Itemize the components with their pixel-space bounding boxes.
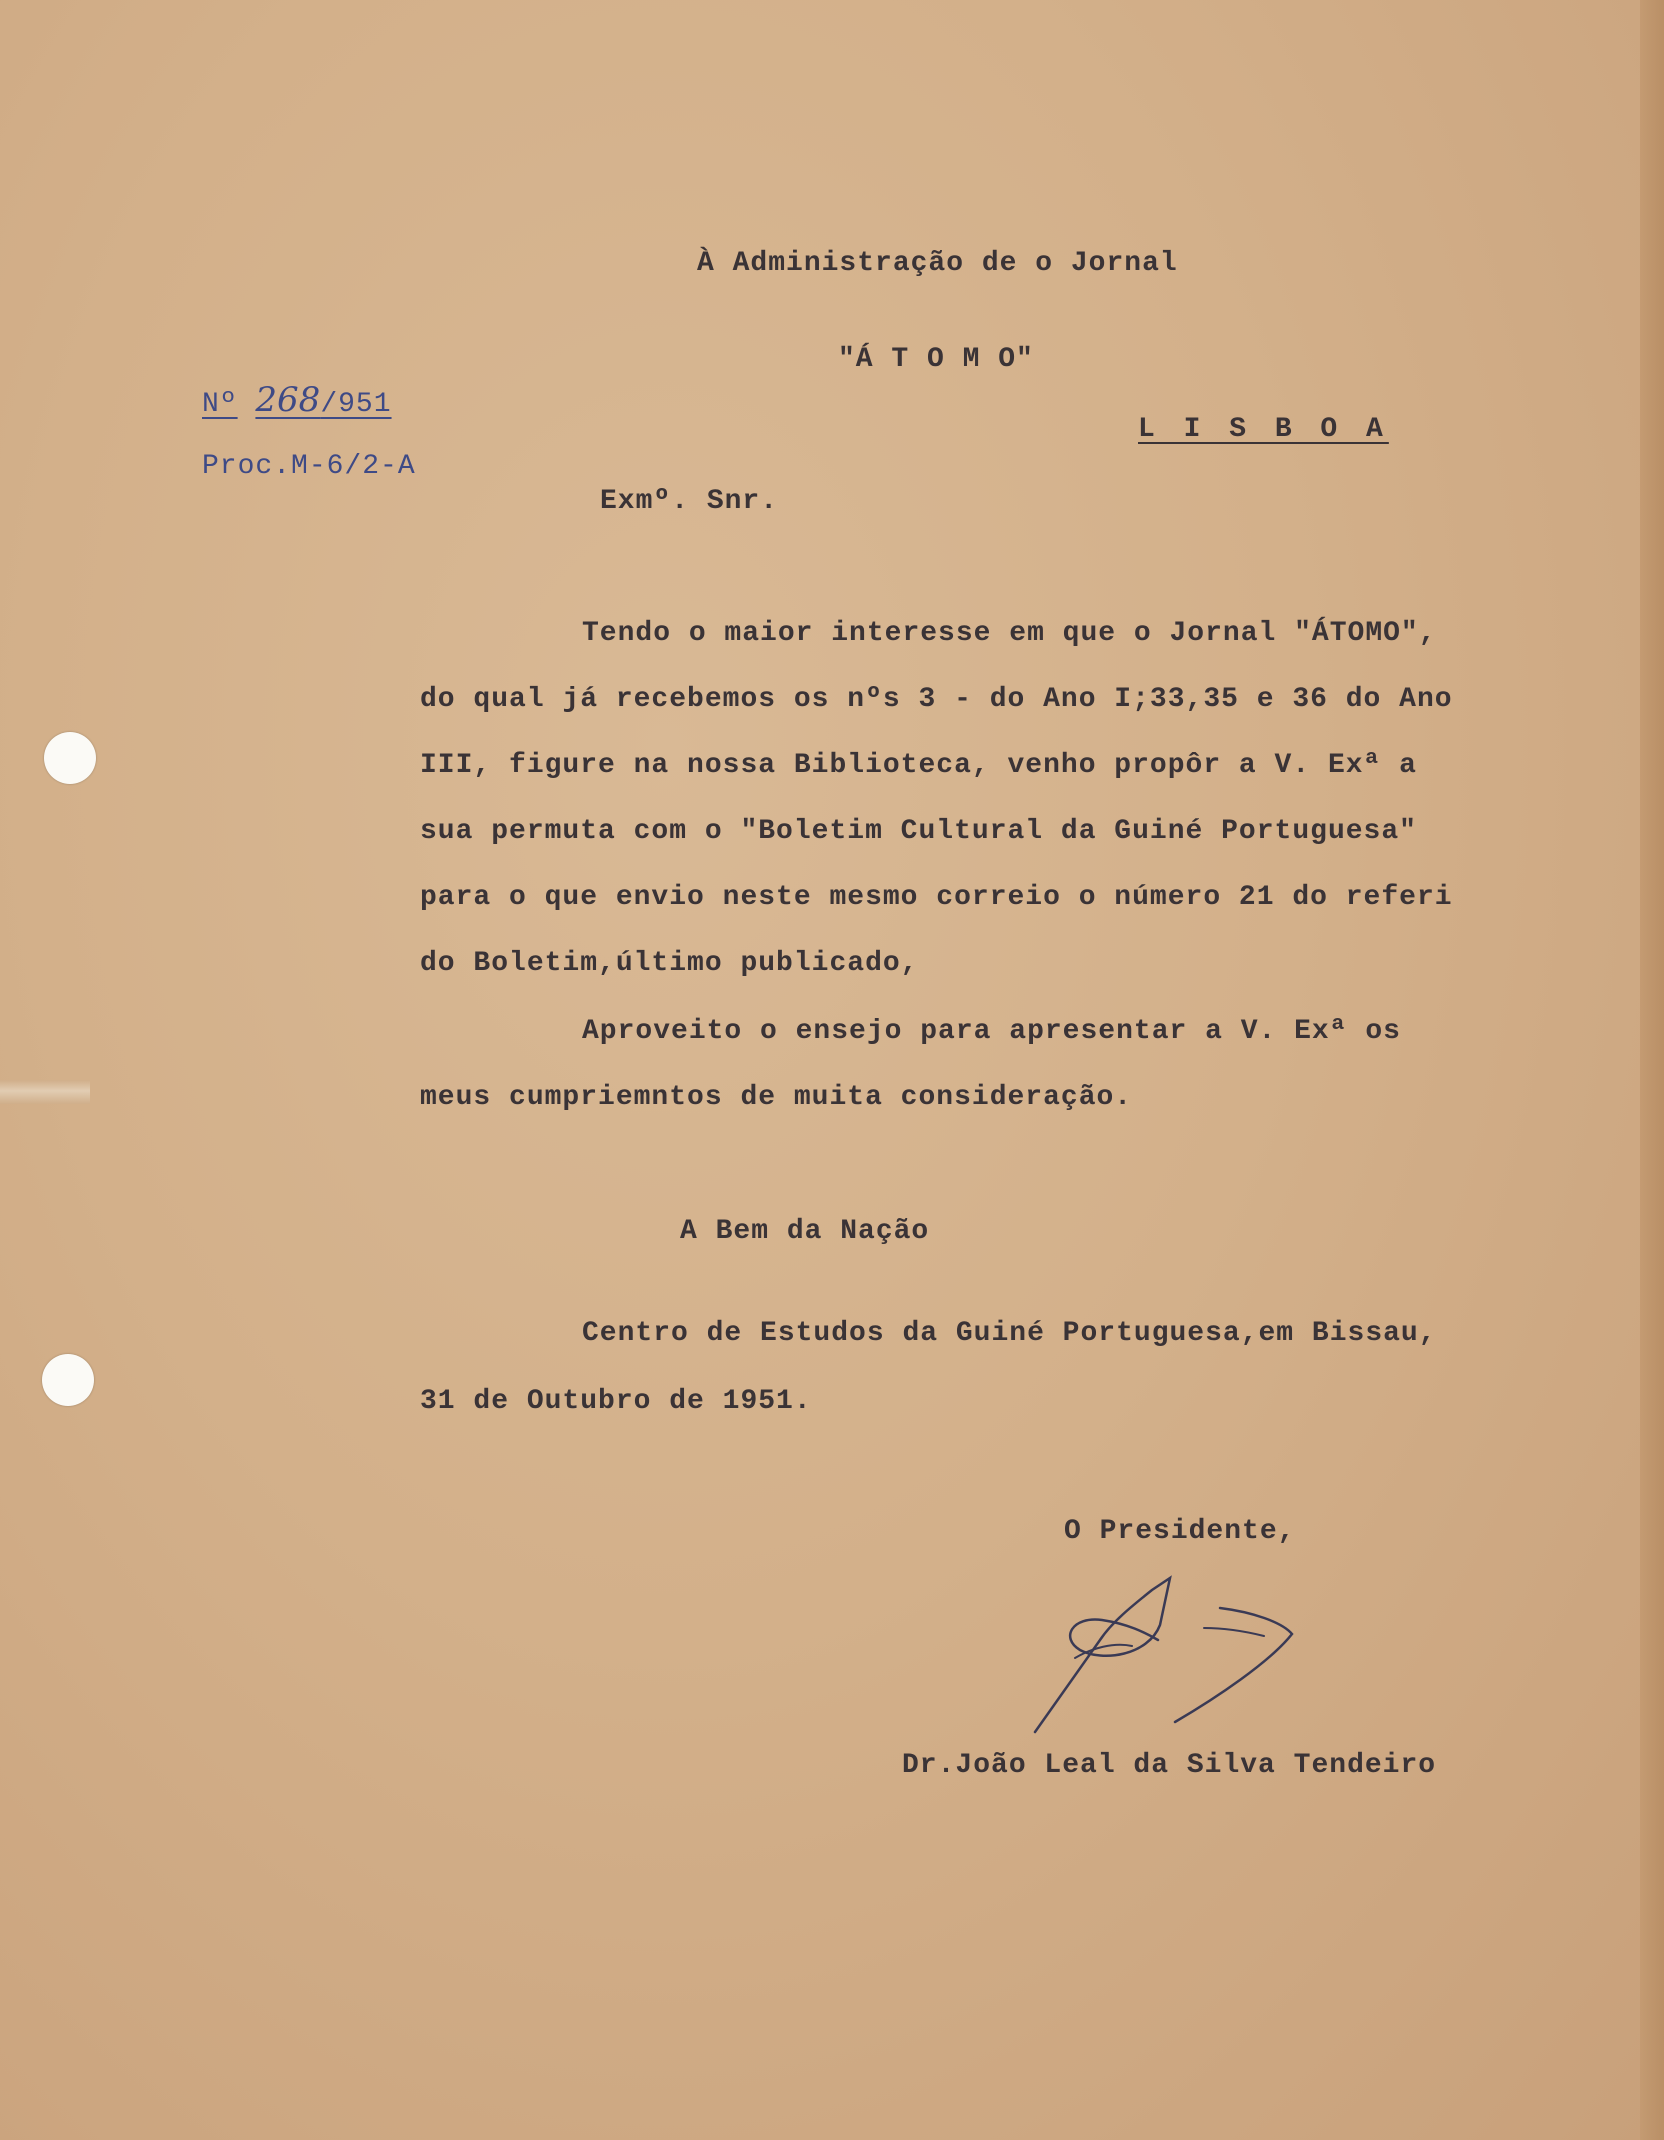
body-line: meus cumpriemntos de muita consideração. (420, 1082, 1133, 1113)
date-line: 31 de Outubro de 1951. (420, 1386, 812, 1417)
body-line: Aproveito o ensejo para apresentar a V. Exª os (582, 1016, 1401, 1047)
punch-hole-top (44, 732, 96, 784)
closing-motto: A Bem da Nação (680, 1216, 930, 1247)
body-line: do Boletim,último publicado, (420, 948, 919, 979)
body-line: III, figure na nossa Biblioteca, venho propôr a V. Exª a (420, 750, 1417, 781)
addressee-line: À Administração de o Jornal (697, 248, 1178, 279)
place-line: Centro de Estudos da Guiné Portuguesa,em Bissau, (582, 1318, 1437, 1349)
paper-tear (0, 1080, 90, 1104)
reference-handwritten-number: 268 (255, 380, 321, 420)
journal-title: "Á T O M O" (838, 344, 1034, 375)
body-line: para o que envio neste mesmo correio o número 21 do referi (420, 882, 1453, 913)
paper-edge (1640, 0, 1664, 2140)
salutation: Exmº. Snr. (600, 486, 779, 517)
reference-prefix: Nº (202, 389, 238, 420)
body-line: sua permuta com o "Boletim Cultural da Guiné Portuguesa" (420, 816, 1417, 847)
reference-year: /951 (320, 389, 392, 420)
body-line: do qual já recebemos os nºs 3 - do Ano I;33,35 e 36 do Ano (420, 684, 1453, 715)
city-line: L I S B O A (1138, 414, 1389, 445)
reference-number (202, 380, 392, 420)
punch-hole-bottom (42, 1354, 94, 1406)
signature-scribble (1020, 1570, 1320, 1740)
body-line: Tendo o maior interesse em que o Jornal "ÁTOMO", (582, 618, 1437, 649)
process-reference: Proc.M-6/2-A (202, 451, 416, 482)
signatory-role: O Presidente, (1064, 1516, 1296, 1547)
signatory-name: Dr.João Leal da Silva Tendeiro (902, 1750, 1437, 1781)
